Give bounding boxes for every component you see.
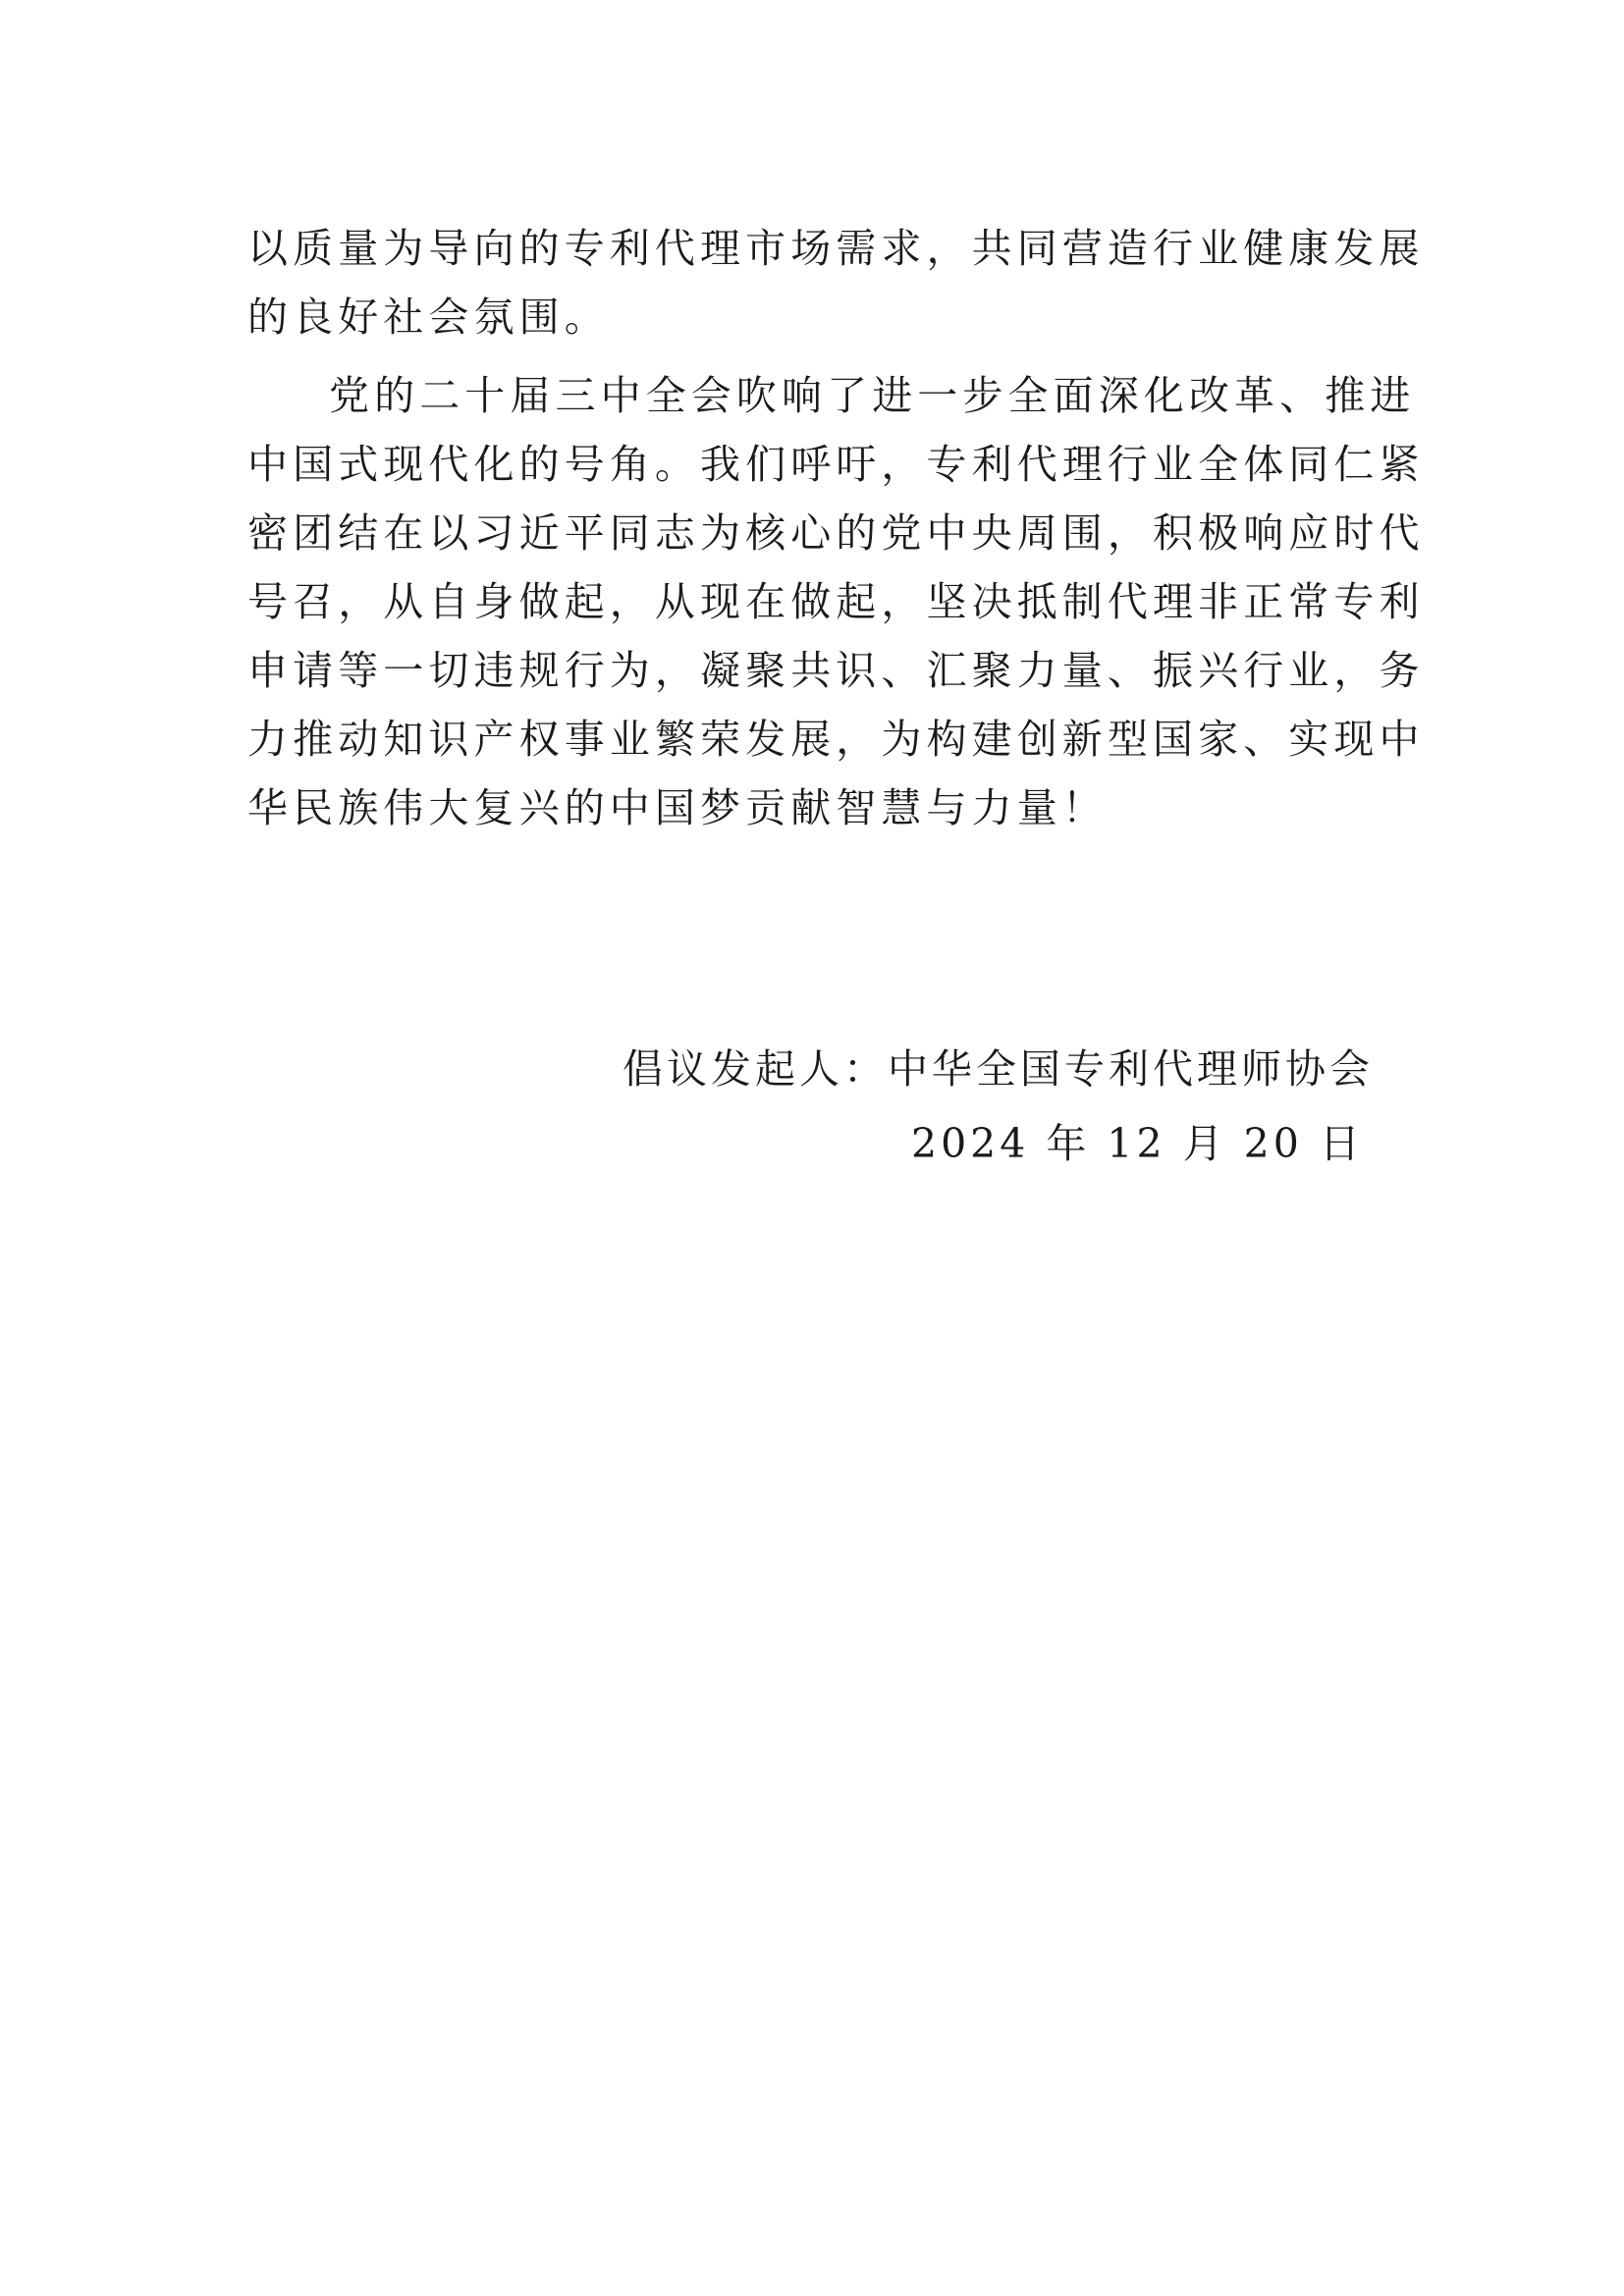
paragraph-1-line-1: 以质量为导向的专利代理市场需求，共同营造行业健康发展 (247, 225, 1425, 272)
signature-date: 2024 年 12 月 20 日 (911, 1120, 1364, 1167)
paragraph-2-line-1: 党的二十届三中全会吹响了进一步全面深化改革、推进 (329, 372, 1416, 419)
paragraph-2-line-5: 申请等一切违规行为，凝聚共识、汇聚力量、振兴行业，务 (247, 647, 1425, 694)
paragraph-2-line-7: 华民族伟大复兴的中国梦贡献智慧与力量！ (247, 784, 1108, 831)
paragraph-2-line-4: 号召，从自身做起，从现在做起，坚决抵制代理非正常专利 (247, 578, 1425, 625)
signature-initiator: 倡议发起人：中华全国专利代理师协会 (623, 1045, 1374, 1093)
paragraph-1-line-2: 的良好社会氛围。 (247, 294, 610, 341)
paragraph-2-line-2: 中国式现代化的号角。我们呼吁，专利代理行业全体同仁紧 (247, 441, 1425, 488)
paragraph-2-line-6: 力推动知识产权事业繁荣发展，为构建创新型国家、实现中 (247, 716, 1425, 763)
paragraph-2-line-3: 密团结在以习近平同志为核心的党中央周围，积极响应时代 (247, 509, 1425, 557)
